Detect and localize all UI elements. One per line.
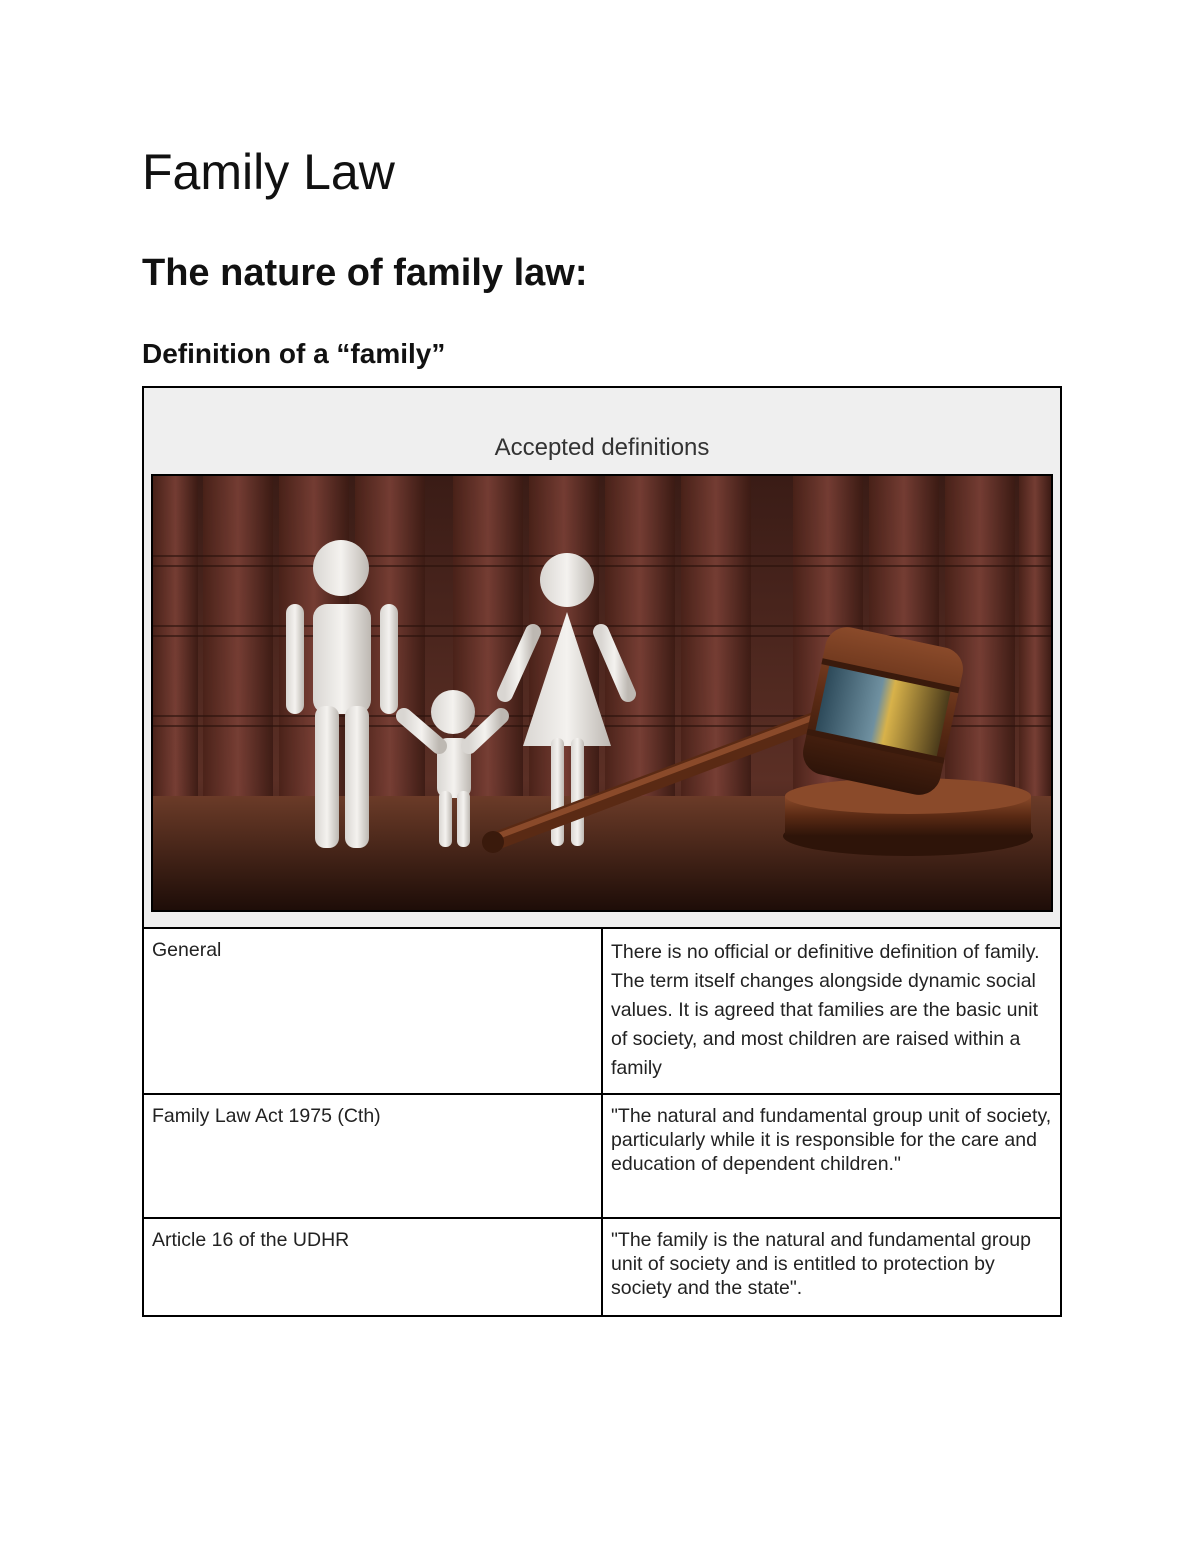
row-definition-udhr: "The family is the natural and fundamental group unit of society and is entitled to protection by society and the state". xyxy=(602,1218,1061,1316)
table-row xyxy=(143,1218,1061,1316)
row-source-general: General xyxy=(143,928,602,1094)
photo-illustration xyxy=(153,476,1051,910)
section-title: The nature of family law: xyxy=(142,252,588,294)
row-source-family-law-act: Family Law Act 1975 (Cth) xyxy=(143,1094,602,1218)
definitions-table xyxy=(142,386,1062,1317)
table-header-cell xyxy=(143,387,1061,928)
row-definition-general: There is no official or definitive definition of family. The term itself changes alongside dynamic social values. It is agreed that families are the basic unit of society, and most children are raised within a family xyxy=(602,928,1061,1094)
subsection-heading: Definition of a “family” xyxy=(142,338,446,369)
row-definition-family-law-act: "The natural and fundamental group unit of society, particularly while it is responsible for the care and education of dependent children." xyxy=(602,1094,1061,1218)
table-header-row xyxy=(143,387,1061,928)
table-row xyxy=(143,928,1061,1094)
family-and-gavel-photo-icon xyxy=(151,474,1053,912)
page-title: Family Law xyxy=(142,144,395,200)
table-header-label: Accepted definitions xyxy=(494,434,710,461)
row-source-udhr: Article 16 of the UDHR xyxy=(143,1218,602,1316)
table-row xyxy=(143,1094,1061,1218)
